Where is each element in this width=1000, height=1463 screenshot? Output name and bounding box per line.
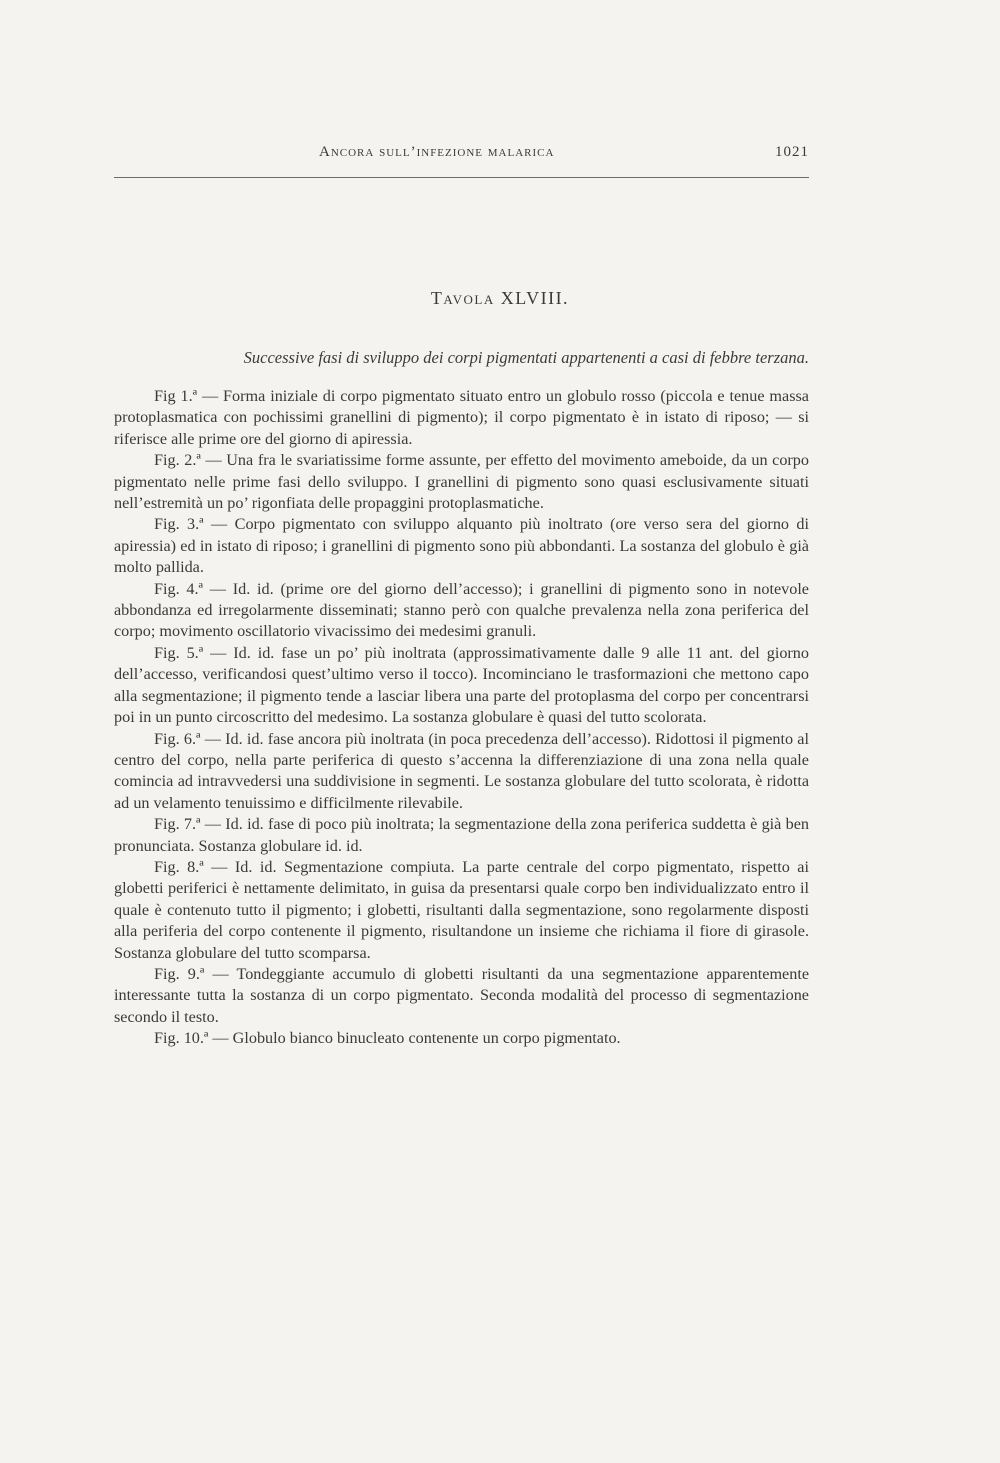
page-number: 1021 <box>775 144 809 160</box>
figure-caption-6: Fig. 6.ª — Id. id. fase ancora più inoltrata (in poca precedenza dell’accesso). Ridottosi il pigmento al centro del corpo, nella parte periferica di questo s’accenna la differenziazione di una zona nella quale comincia ad intravvedersi una suddivisione in segmenti. Le sostanza globulare del tutto scolorata, è ridotta ad un velamento tenuissimo e difficilmente rilevabile. <box>114 729 809 812</box>
figure-captions <box>114 386 809 1050</box>
figure-caption-4: Fig. 4.ª — Id. id. (prime ore del giorno dell’accesso); i granellini di pigmento sono in notevole abbondanza ed irregolarmente disseminati; stanno però con qualche prevalenza nella zona periferica del corpo; movimento oscillatorio vivacissimo dei medesimi granuli. <box>114 579 809 641</box>
figure-caption-2: Fig. 2.ª — Una fra le svariatissime forme assunte, per effetto del movimento ameboide, da un corpo pigmentato nelle prime fasi dello sviluppo. I granellini di pigmento sono quasi esclusivamente situati nell’estremità un po’ rigonfiata delle propaggini protoplasmatiche. <box>114 451 809 513</box>
figure-caption-10: Fig. 10.ª — Globulo bianco binucleato contenente un corpo pigmentato. <box>154 1029 621 1048</box>
header-rule <box>114 177 809 178</box>
figure-caption-7: Fig. 7.ª — Id. id. fase di poco più inoltrata; la segmentazione della zona periferica suddetta è già ben pronunciata. Sostanza globulare id. id. <box>114 815 809 855</box>
figure-caption-8: Fig. 8.ª — Id. id. Segmentazione compiuta. La parte centrale del corpo pigmentato, rispetto ai globetti periferici è nettamente delimitato, in guisa da presentarsi quale corpo ben individualizzato entro il quale è contenuto tutto il pigmento; i globetti, risultanti dalla segmentazione, sono regolarmente disposti alla periferia del corpo contenente il pigmento, risultandone un insieme che richiama il fiore di girasole. Sostanza globulare del tutto scomparsa. <box>114 857 809 962</box>
running-title: Ancora sull’infezione malarica <box>319 144 555 160</box>
plate-subtitle: Successive fasi di sviluppo dei corpi pigmentati appartenenti a casi di febbre terzana. <box>243 348 809 367</box>
figure-caption-9: Fig. 9.ª — Tondeggiante accumulo di globetti risultanti da una segmentazione apparentemente interessante tutta la sostanza di un corpo pigmentato. Seconda modalità del processo di segmentazione secondo il testo. <box>114 964 809 1026</box>
figure-caption-3: Fig. 3.ª — Corpo pigmentato con sviluppo alquanto più inoltrato (ore verso sera del giorno di apiressia) ed in istato di riposo; i granellini di pigmento sono più abbondanti. La sostanza del globulo è già molto pallida. <box>114 515 809 577</box>
figure-caption-5: Fig. 5.ª — Id. id. fase un po’ più inoltrata (approssimativamente dalle 9 alle 11 ant. del giorno dell’accesso, verificandosi quest’ultimo verso il tocco). Incominciano le trasformazioni che mettono capo alla segmentazione; il pigmento tende a lasciar libera una parte del protoplasma del corpo per concentrarsi poi in un punto circoscritto del medesimo. La sostanza globulare è quasi del tutto scolorata. <box>114 643 809 727</box>
plate-title: Tavola XLVIII. <box>430 288 570 308</box>
running-header <box>114 144 809 168</box>
figure-caption-1: Fig 1.ª — Forma iniziale di corpo pigmentato situato entro un globulo rosso (piccola e tenue massa protoplasmatica con pochissimi granellini di pigmento); il corpo pigmentato è in istato di riposo; — si riferisce alle prime ore del giorno di apiressia. <box>114 387 809 448</box>
